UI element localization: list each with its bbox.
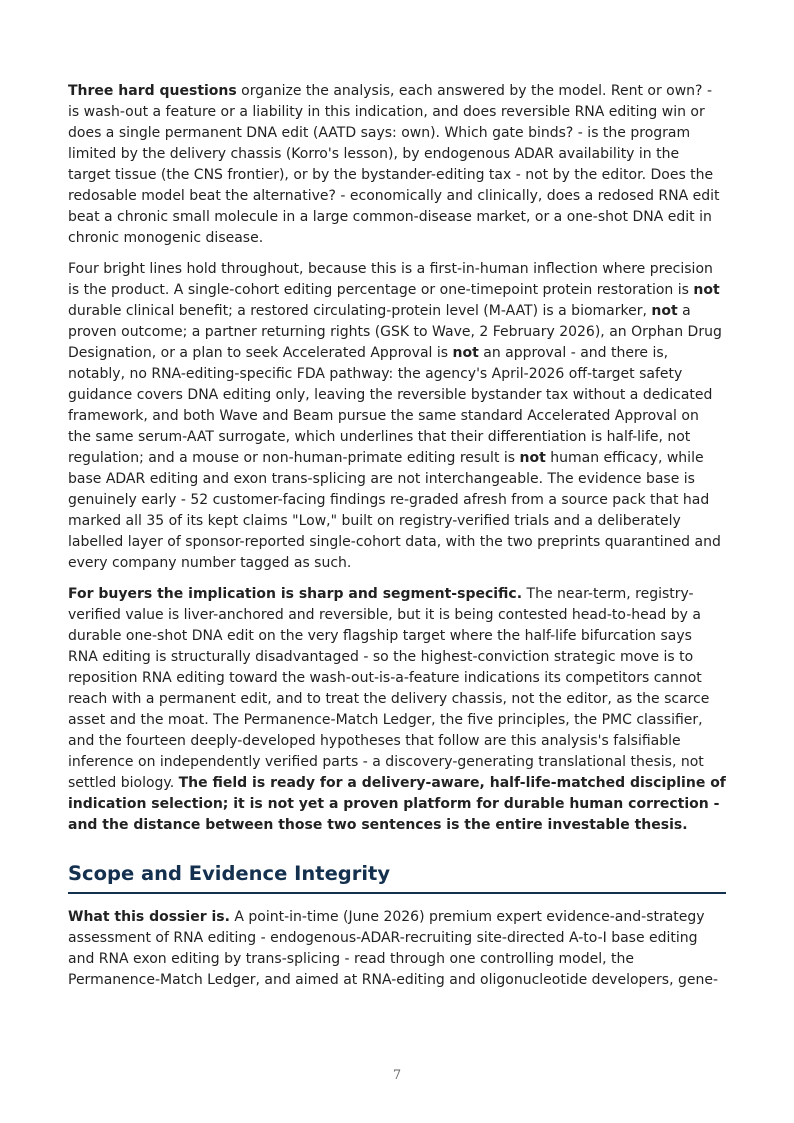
paragraph-four-bright-lines bbox=[68, 259, 726, 574]
page-number: 7 bbox=[392, 1068, 402, 1083]
section-heading: Scope and Evidence Integrity bbox=[68, 862, 726, 894]
emphasis-not: not bbox=[519, 450, 546, 466]
paragraph-text: human efficacy, while base ADAR editing and exon trans-splicing are not interchangeable. The evidence base is genuinely early - 52 customer-facing findings re-graded afresh from a source pack that had marked all 35 of its kept claims "Low," built on registry-verified trials and a deliberately labelled layer of sponsor-reported single-cohort data, with the two preprints quarantined and every company number tagged as such. bbox=[68, 450, 721, 571]
paragraph-buyers-implication bbox=[68, 584, 726, 836]
paragraph-what-this-dossier-is bbox=[68, 907, 726, 991]
paragraph-text: durable clinical benefit; a restored circulating-protein level (M-AAT) is a biomarker, bbox=[68, 303, 652, 319]
concluding-statement: The field is ready for a delivery-aware, half-life-matched discipline of indication selection; it is not yet a proven platform for durable human correction - and the distance between those two sentences is the entire investable thesis. bbox=[68, 775, 726, 833]
lead-phrase: Three hard questions bbox=[68, 83, 237, 99]
lead-phrase: For buyers the implication is sharp and segment-specific. bbox=[68, 586, 523, 602]
paragraph-text: Four bright lines hold throughout, because this is a first-in-human inflection where precision is the product. A single-cohort editing percentage or one-timepoint protein restoration is bbox=[68, 261, 713, 298]
paragraph-text: an approval - and there is, notably, no RNA-editing-specific FDA pathway: the agency's April-2026 off-target safety guidance covers DNA editing only, leaving the reversible bystander tax without a dedicated framework, and both Wave and Beam pursue the same standard Accelerated Approval on the same serum-AAT surrogate, which underlines that their differentiation is half-life, not regulation; and a mouse or non-human-primate editing result is bbox=[68, 345, 713, 466]
paragraph-text: The near-term, registry-verified value is liver-anchored and reversible, but it is being contested head-to-head by a durable one-shot DNA edit on the very flagship target where the half-life bifurcation says RNA editing is structurally disadvantaged - so the highest-conviction strategic move is to reposition RNA editing toward the wash-out-is-a-feature indications its competitors cannot reach with a permanent edit, and to treat the delivery chassis, not the editor, as the scarce asset and the moat. The Permanence-Match Ledger, the five principles, the PMC classifier, and the fourteen deeply-developed hypotheses that follow are this analysis's falsifiable inference on independently verified parts - a discovery-generating translational thesis, not settled biology. bbox=[68, 586, 710, 791]
lead-phrase: What this dossier is. bbox=[68, 909, 230, 925]
paragraph-text: a proven outcome; a partner returning rights (GSK to Wave, 2 February 2026), an Orphan Drug Designation, or a plan to seek Accelerated Approval is bbox=[68, 303, 722, 361]
paragraph-three-hard-questions bbox=[68, 81, 726, 249]
emphasis-not: not bbox=[452, 345, 479, 361]
paragraph-text: A point-in-time (June 2026) premium expert evidence-and-strategy assessment of RNA editing - endogenous-ADAR-recruiting site-directed A-to-I base editing and RNA exon editing by trans-splicing - read through one controlling model, the Permanence-Match Ledger, and aimed at RNA-editing and oligonucleotide developers, gene- bbox=[68, 909, 719, 988]
paragraph-text: organize the analysis, each answered by the model. Rent or own? - is wash-out a feature or a liability in this indication, and does reversible RNA editing win or does a single permanent DNA edit (AATD says: own). Which gate binds? - is the program limited by the delivery chassis (Korro's lesson), by endogenous ADAR availability in the target tissue (the CNS frontier), or by the bystander-editing tax - not by the editor. Does the redosable model beat the alternative? - economically and clinically, does a redosed RNA edit beat a chronic small molecule in a large common-disease market, or a one-shot DNA edit in chronic monogenic disease. bbox=[68, 83, 720, 246]
document-page bbox=[68, 81, 726, 1001]
emphasis-not: not bbox=[693, 282, 720, 298]
emphasis-not: not bbox=[651, 303, 678, 319]
